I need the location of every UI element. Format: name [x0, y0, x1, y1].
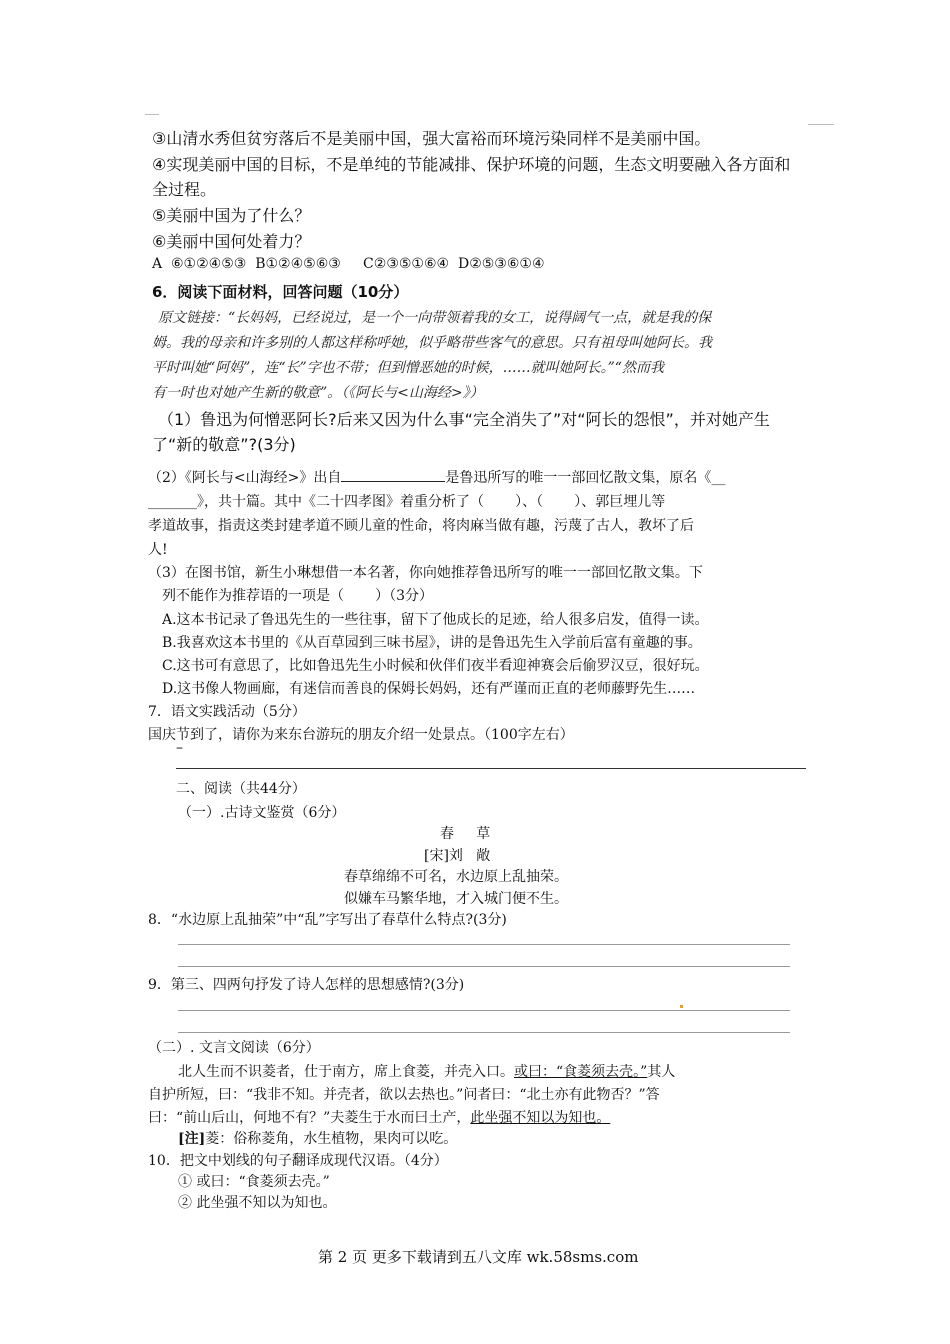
q10-item1: ① 或曰：“食菱须去壳。”	[178, 1174, 330, 1190]
q6-sub2-line1	[148, 467, 725, 487]
poem-author: [宋]刘 敞	[424, 848, 491, 864]
q10-question: 10．把文中划线的句子翻译成现代汉语。（4分）	[148, 1153, 448, 1169]
q6-sub1-line2: 了“新的敬意”?(3分)	[152, 435, 296, 454]
q6-excerpt-line2: 姆。我的母亲和许多别的人都这样称呼她，似乎略带些客气的意思。只有祖母叫她阿长。我	[152, 335, 712, 351]
reading-heading: 二、阅读（共44分）	[176, 781, 306, 797]
q7-prompt: 国庆节到了，请你为来东台游玩的朋友介绍一处景点。（100字左右）	[148, 727, 574, 743]
q6-sub2-line2: _______》，共十篇。其中《二十四孝图》着重分析了（ ）、（ ）、郭巨埋儿等	[148, 494, 666, 510]
q6-option-a: A.这本书记录了鲁迅先生的一些往事，留下了他成长的足迹，给人很多启发，值得一读。	[162, 612, 709, 628]
q9-question: 9．第三、四两句抒发了诗人怎样的思想感情?(3分)	[148, 977, 465, 993]
q6-sub3-line1: （3）在图书馆，新生小琳想借一本名著，你向她推荐鲁迅所写的唯一一部回忆散文集。下	[148, 565, 703, 581]
classical-line3	[148, 1107, 610, 1127]
q9-answer-line1	[178, 1010, 790, 1011]
q8-answer-line1	[178, 944, 790, 945]
page-footer: 第 2 页 更多下载请到五八文库 wk.58sms.com	[318, 1248, 639, 1266]
q8-question: 8．“水边原上乱抽荣”中“乱”字写出了春草什么特点?(3分)	[148, 912, 507, 928]
reading-part2: （二）. 文言文阅读（6分）	[148, 1040, 320, 1056]
classical-line1-end: 其人	[647, 1064, 676, 1080]
q7-title: 7．语文实践活动（5分）	[148, 704, 306, 720]
item-3: ③山清水秀但贫穷落后不是美丽中国，强大富裕而环境污染同样不是美丽中国。	[152, 129, 711, 148]
q6-option-c: C.这书可有意思了，比如鲁迅先生小时候和伙伴们夜半看迎神赛会后偷罗汉豆，很好玩。	[162, 658, 709, 674]
q6-sub3-line2: 列不能作为推荐语的一项是（ ）（3分）	[162, 588, 434, 604]
classical-underlined-2: 此坐强不知以为知也。	[470, 1110, 611, 1126]
note-text: 菱：俗称菱角，水生植物，果肉可以吃。	[205, 1131, 458, 1147]
q6-excerpt-line4: 有一时也对她产生新的敬意”。（《阿长与<山海经>》）	[152, 385, 484, 401]
q6-title: 6．阅读下面材料，回答问题（10分）	[152, 283, 409, 301]
q6-sub1-line1: （1）鲁迅为何憎恶阿长?后来又因为什么事“完全消失了”对“阿长的怨恨”，并对她产生	[158, 410, 770, 429]
item-4-line1: ④实现美丽中国的目标，不是单纯的节能减排、保护环境的问题，生态文明要融入各方面和	[152, 155, 791, 174]
classical-line3-start: 曰：“前山后山，何地不有？”夫菱生于水而曰土产，	[148, 1110, 471, 1126]
q6-sub2-line3: 孝道故事，指责这类封建孝道不顾儿童的性命，将肉麻当做有趣，污蔑了古人，教坏了后	[148, 518, 694, 534]
reading-part1: （一）.古诗文鉴赏（6分）	[178, 805, 346, 821]
options-line: A ⑥①②④⑤③ B①②④⑤⑥③ C②③⑤①⑥④ D②⑤③⑥①④	[152, 256, 545, 272]
poem-title: 春 草	[440, 826, 491, 842]
q6-excerpt-line3: 平时叫她“阿妈”，连“长”字也不带；但到憎恶她的时候，……就叫她阿长。”“然而我	[152, 360, 664, 376]
classical-line1	[178, 1061, 675, 1081]
item-4-line2: 全过程。	[152, 180, 217, 199]
q7-dash: –	[176, 740, 183, 756]
poem-line2: 似嫌车马繁华地，才入城门便不生。	[344, 891, 568, 907]
classical-line2: 自护所短，曰：“我非不知。并壳者，欲以去热也。”问者曰：“北土亦有此物否？”答	[148, 1087, 660, 1103]
q6-option-d: D.这书像人物画廊，有迷信而善良的保姆长妈妈，还有严谨而正直的老师藤野先生……	[162, 681, 696, 697]
q7-answer-line	[176, 768, 806, 769]
note	[178, 1128, 457, 1148]
header-mark-right	[808, 124, 834, 125]
q6-excerpt-line1: 原文链接：“长妈妈，已经说过，是一个一向带领着我的女工，说得阔气一点，就是我的保	[158, 310, 712, 326]
stray-dot	[680, 1005, 683, 1008]
q6-sub2-blank	[341, 469, 445, 482]
item-6: ⑥美丽中国何处着力？	[152, 232, 311, 251]
q6-sub2-line4: 人!	[148, 542, 168, 558]
q8-answer-line2	[178, 966, 790, 967]
item-5: ⑤美丽中国为了什么？	[152, 206, 311, 225]
note-label: [注]	[178, 1131, 206, 1147]
classical-line1-start: 北人生而不识菱者，仕于南方，席上食菱，并壳入口。	[178, 1064, 514, 1080]
q10-item2: ② 此坐强不知以为知也。	[178, 1195, 337, 1211]
q9-answer-line2	[178, 1032, 790, 1033]
q6-sub2-suffix: 是鲁迅所写的唯一一部回忆散文集，原名《__	[445, 470, 726, 486]
q6-option-b: B.我喜欢这本书里的《从百草园到三味书屋》，讲的是鲁迅先生入学前后富有童趣的事。	[162, 635, 702, 651]
classical-underlined-1: 或曰：“食菱须去壳。”	[514, 1064, 648, 1080]
header-mark-left	[145, 114, 159, 115]
q6-sub2-prefix: （2）《阿长与<山海经>》出自	[148, 470, 342, 486]
poem-line1: 春草绵绵不可名，水边原上乱抽荣。	[344, 869, 568, 885]
